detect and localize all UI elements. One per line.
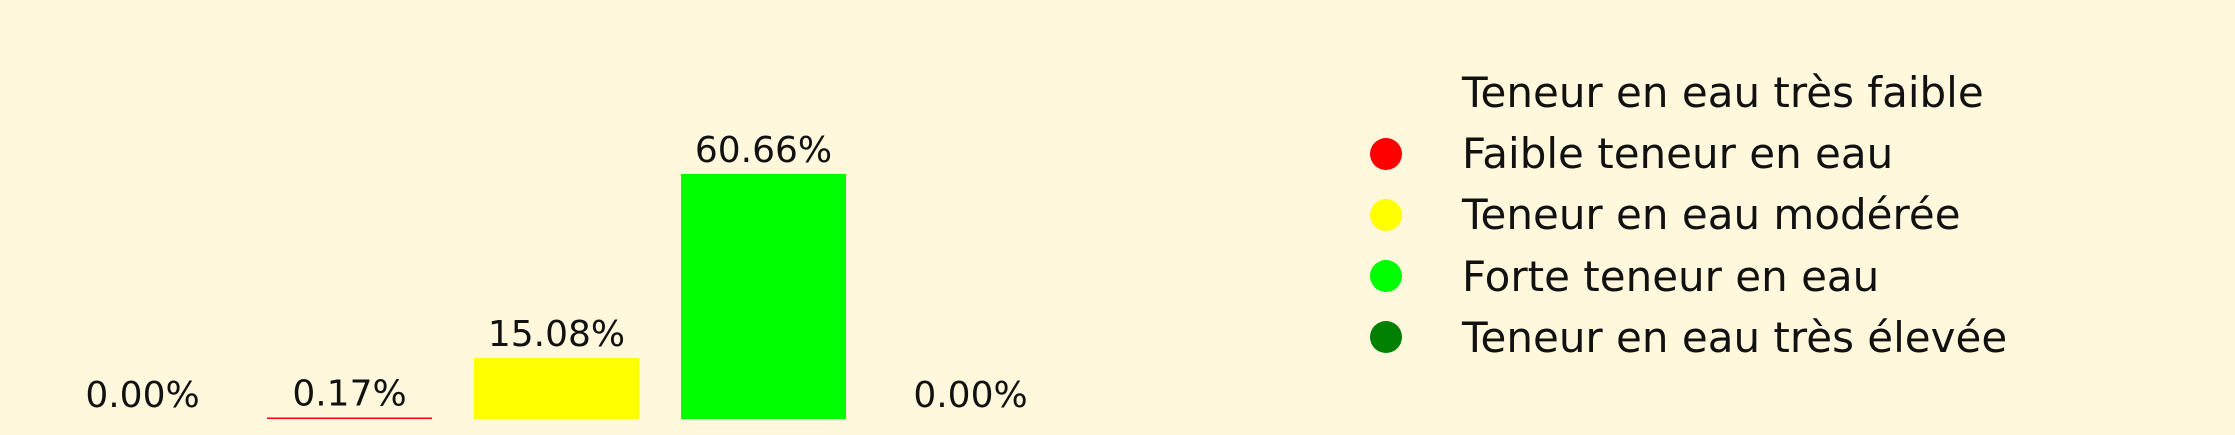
legend-swatch-very-low <box>1370 77 1402 109</box>
bar-value-label-very-high: 0.00% <box>913 375 1028 416</box>
legend-label-moderate: Teneur en eau modérée <box>1462 190 1961 240</box>
legend-item-high <box>1370 246 2007 307</box>
bar-value-label-very-low: 0.00% <box>85 375 200 416</box>
legend-label-very-low: Teneur en eau très faible <box>1462 68 1984 118</box>
bar-high <box>681 174 846 419</box>
legend-label-high: Forte teneur en eau <box>1462 251 1880 301</box>
bar-value-label-low: 0.17% <box>292 373 407 415</box>
bar-moderate <box>474 358 639 419</box>
legend-swatch-high <box>1370 260 1402 292</box>
legend-swatch-moderate <box>1370 199 1402 231</box>
legend-label-very-high: Teneur en eau très élevée <box>1462 312 2008 362</box>
chart-legend <box>1370 62 2007 368</box>
legend-swatch-very-high <box>1370 321 1402 353</box>
legend-swatch-low <box>1370 138 1402 170</box>
bar-value-label-moderate: 15.08% <box>487 314 626 356</box>
legend-item-moderate <box>1370 184 2007 245</box>
bar-low <box>267 418 432 420</box>
legend-label-low: Faible teneur en eau <box>1462 129 1894 179</box>
legend-item-low <box>1370 123 2007 184</box>
legend-item-very-low <box>1370 62 2007 123</box>
bar-value-label-high: 60.66% <box>694 130 833 171</box>
legend-item-very-high <box>1370 307 2007 368</box>
